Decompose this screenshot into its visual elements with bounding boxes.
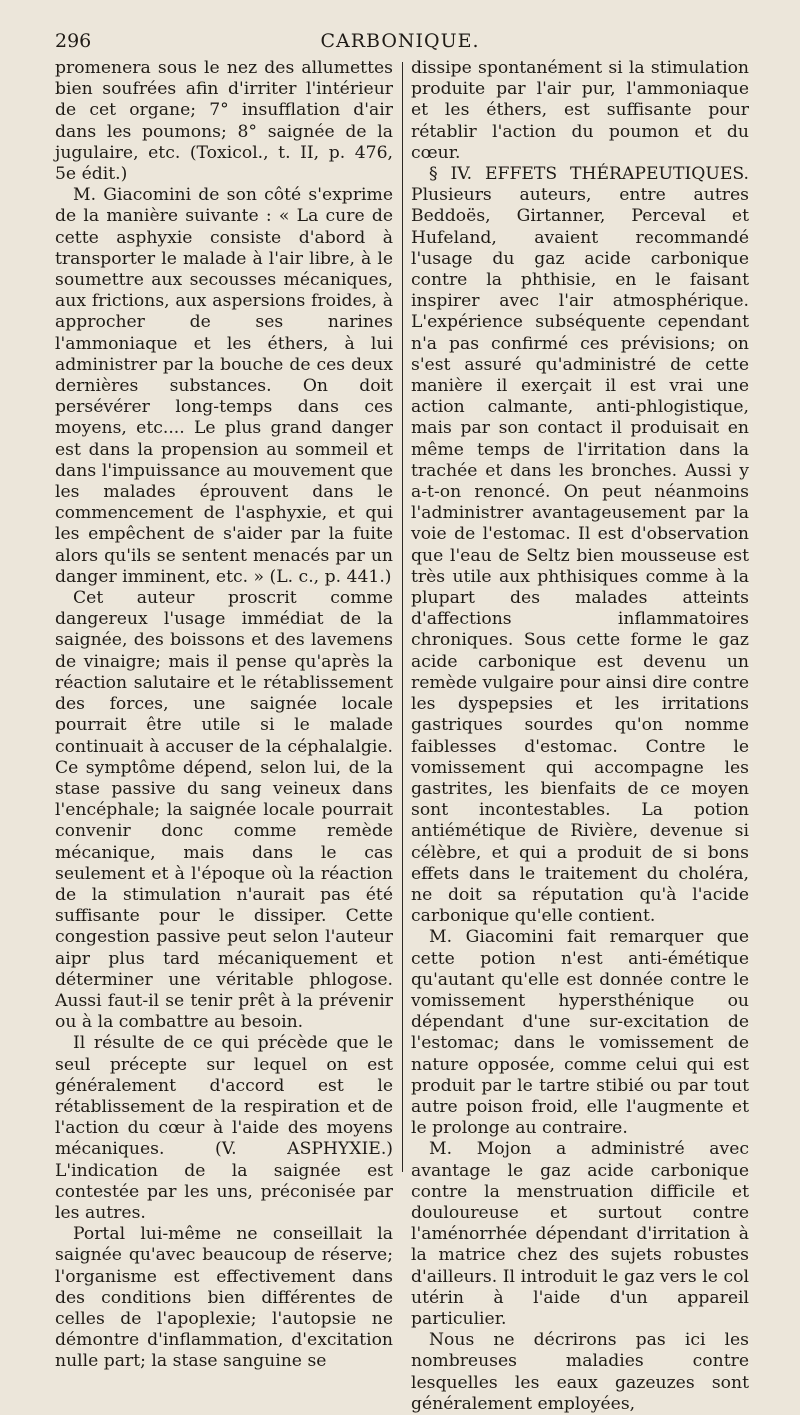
paragraph: M. Giacomini de son côté s'exprime de la manière suivante : « La cure de cette asphyxie consiste d'abord à transporter le malade à l'air libre, à le soumettre aux secousses mécaniques, aux frictions, aux aspersions froides, à approcher de ses narines l'ammoniaque et les éthers, à lui administrer par la bouche de ces deux dernières substances. On doit persévérer long-temps dans ces moyens, etc.... Le plus grand danger est dans la propension au sommeil et dans l'impuissance au mouvement que les malades éprouvent dans le commencement de l'asphyxie, et qui les empêchent de s'aider par la fuite alors qu'ils se sentent menacés par un danger imminent, etc. » (L. c., p. 441.) xyxy=(55,185,393,587)
paragraph: M. Giacomini fait remarquer que cette potion n'est anti-émétique qu'autant qu'elle est donnée contre le vomissement hypersthénique ou dépendant d'une sur-excitation de l'estomac; dans le vomissement de nature opposée, comme celui qui est produit par le tartre stibié ou par tout autre poison froid, elle l'augmente et le prolonge au contraire. xyxy=(411,927,749,1139)
paragraph-text: Plusieurs auteurs, entre autres Beddoës, Girtanner, Perceval et Hufeland, avaient recommandé l'usage du gaz acide carbonique contre la phthisie, en le faisant inspirer avec l'air atmosphérique. L'expérience subséquente cependant n'a pas confirmé ces prévisions; on s'est assuré qu'administré de cette manière il exerçait il est vrai une action calmante, anti-phlogistique, mais par son contact il produisait en même temps de l'irritation dans la trachée et dans les bronches. Aussi y a-t-on renoncé. On peut néanmoins l'administrer avantageusement par la voie de l'estomac. Il est d'observation que l'eau de Seltz bien mousseuse est très utile aux phthisiques comme à la plupart des malades atteints d'affections inflammatoires chroniques. Sous cette forme le gaz acide carbonique est devenu un remède vulgaire pour ainsi dire contre les dyspepsies et les irritations gastriques sourdes qu'on nomme faiblesses d'estomac. Contre le vomissement qui accompagne les gastrites, les bienfaits de ce moyen sont incontestables. La potion antiémétique de Rivière, devenue si célèbre, et qui a produit de si bons effets dans le traitement du choléra, ne doit sa réputation qu'à l'acide carbonique qu'elle contient. xyxy=(411,185,749,927)
left-column xyxy=(55,58,393,1373)
section-paragraph xyxy=(411,164,749,927)
paragraph: Nous ne décrirons pas ici les nombreuses maladies contre lesquelles les eaux gazeuzes sont généralement employées, xyxy=(411,1330,749,1414)
paragraph: promenera sous le nez des allumettes bien soufrées afin d'irriter l'intérieur de cet organe; 7° insufflation d'air dans les poumons; 8° saignée de la jugulaire, etc. (Toxicol., t. II, p. 476, 5e édit.) xyxy=(55,58,393,185)
paragraph: Il résulte de ce qui précède que le seul précepte sur lequel on est généralement d'accord est le rétablissement de la respiration et de l'action du cœur à l'aide des moyens mécaniques. (V. ASPHYXIE.) L'indication de la saignée est contestée par les uns, préconisée par les autres. xyxy=(55,1033,393,1223)
paragraph: dissipe spontanément si la stimulation produite par l'air pur, l'ammoniaque et les éthers, est suffisante pour rétablir l'action du poumon et du cœur. xyxy=(411,58,749,163)
column-divider xyxy=(402,62,403,1172)
section-heading: § IV. EFFETS THÉRAPEUTIQUES. xyxy=(429,164,749,185)
running-title: CARBONIQUE. xyxy=(320,30,480,52)
paragraph: M. Mojon a administré avec avantage le gaz acide carbonique contre la menstruation difficile et douloureuse et surtout contre l'aménorrhée dépendant d'irritation à la matrice chez des sujets robustes d'ailleurs. Il introduit le gaz vers le col utérin à l'aide d'un appareil particulier. xyxy=(411,1139,749,1329)
page-number: 296 xyxy=(55,30,92,52)
page-header xyxy=(55,30,745,58)
paragraph: Cet auteur proscrit comme dangereux l'usage immédiat de la saignée, des boissons et des lavemens de vinaigre; mais il pense qu'après la réaction salutaire et le rétablissement des forces, une saignée locale pourrait être utile si le malade continuait à accuser de la céphalalgie. Ce symptôme dépend, selon lui, de la stase passive du sang veineux dans l'encéphale; la saignée locale pourrait convenir donc comme remède mécanique, mais dans le cas seulement et à l'époque où la réaction de la stimulation n'aurait pas été suffisante pour le dissiper. Cette congestion passive peut selon l'auteur aipr plus tard mécaniquement et déterminer une véritable phlogose. Aussi faut-il se tenir prêt à la prévenir ou à la combattre au besoin. xyxy=(55,588,393,1033)
paragraph: Portal lui-même ne conseillait la saignée qu'avec beaucoup de réserve; l'organisme est effectivement dans des conditions bien différentes de celles de l'apoplexie; l'autopsie ne démontre d'inflammation, d'excitation nulle part; la stase sanguine se xyxy=(55,1224,393,1372)
right-column xyxy=(411,58,749,1415)
